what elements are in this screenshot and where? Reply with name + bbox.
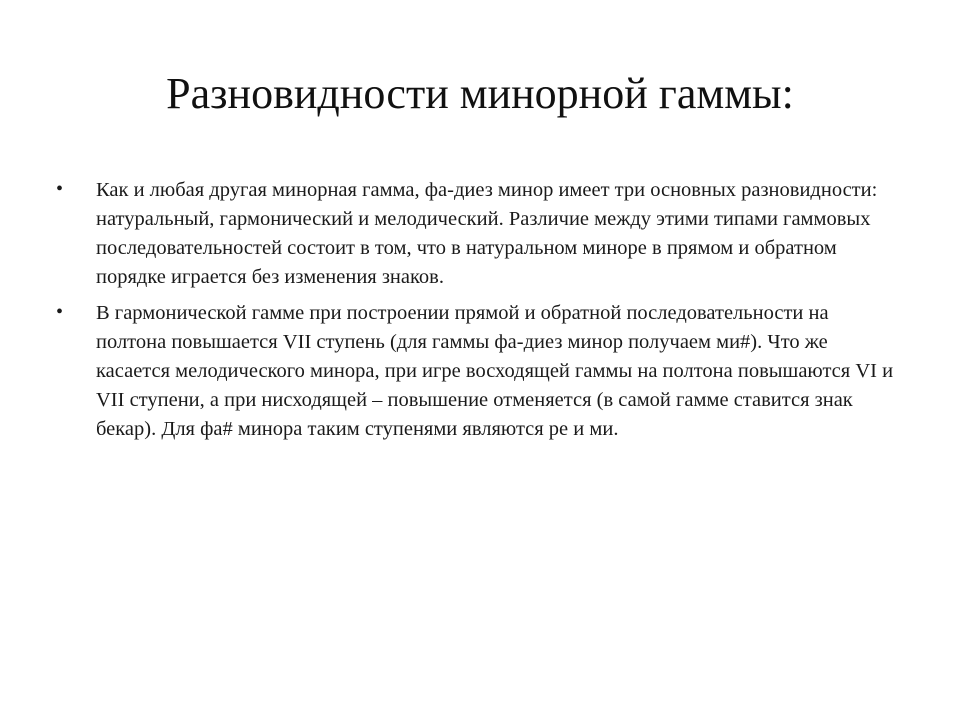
bullet-marker-icon: • [56, 178, 64, 200]
bullet-item [54, 176, 894, 292]
bullet-text: В гармонической гамме при построении прямой и обратной последовательности на полтона повышается VII ступень (для гаммы фа-диез минор получаем ми#). Что же касается мелодического минора, при игре восходящей гаммы на полтона повышаются VI и VII ступени, а при нисходящей – повышение отменяется (в самой гамме ставится знак бекар). Для фа# минора таким ступенями являются ре и ми. [96, 302, 894, 440]
bullet-item [54, 299, 894, 444]
bullet-marker-icon: • [56, 301, 64, 323]
bullet-text: Как и любая другая минорная гамма, фа-диез минор имеет три основных разновидности: натуральный, гармонический и мелодический. Различие между этими типами гаммовых последовательностей состоит в том, что в натуральном миноре в прямом и обратном порядке играется без изменения знаков. [96, 179, 878, 288]
bullet-list [54, 176, 894, 451]
slide-title: Разновидности минорной гаммы: [166, 69, 794, 118]
